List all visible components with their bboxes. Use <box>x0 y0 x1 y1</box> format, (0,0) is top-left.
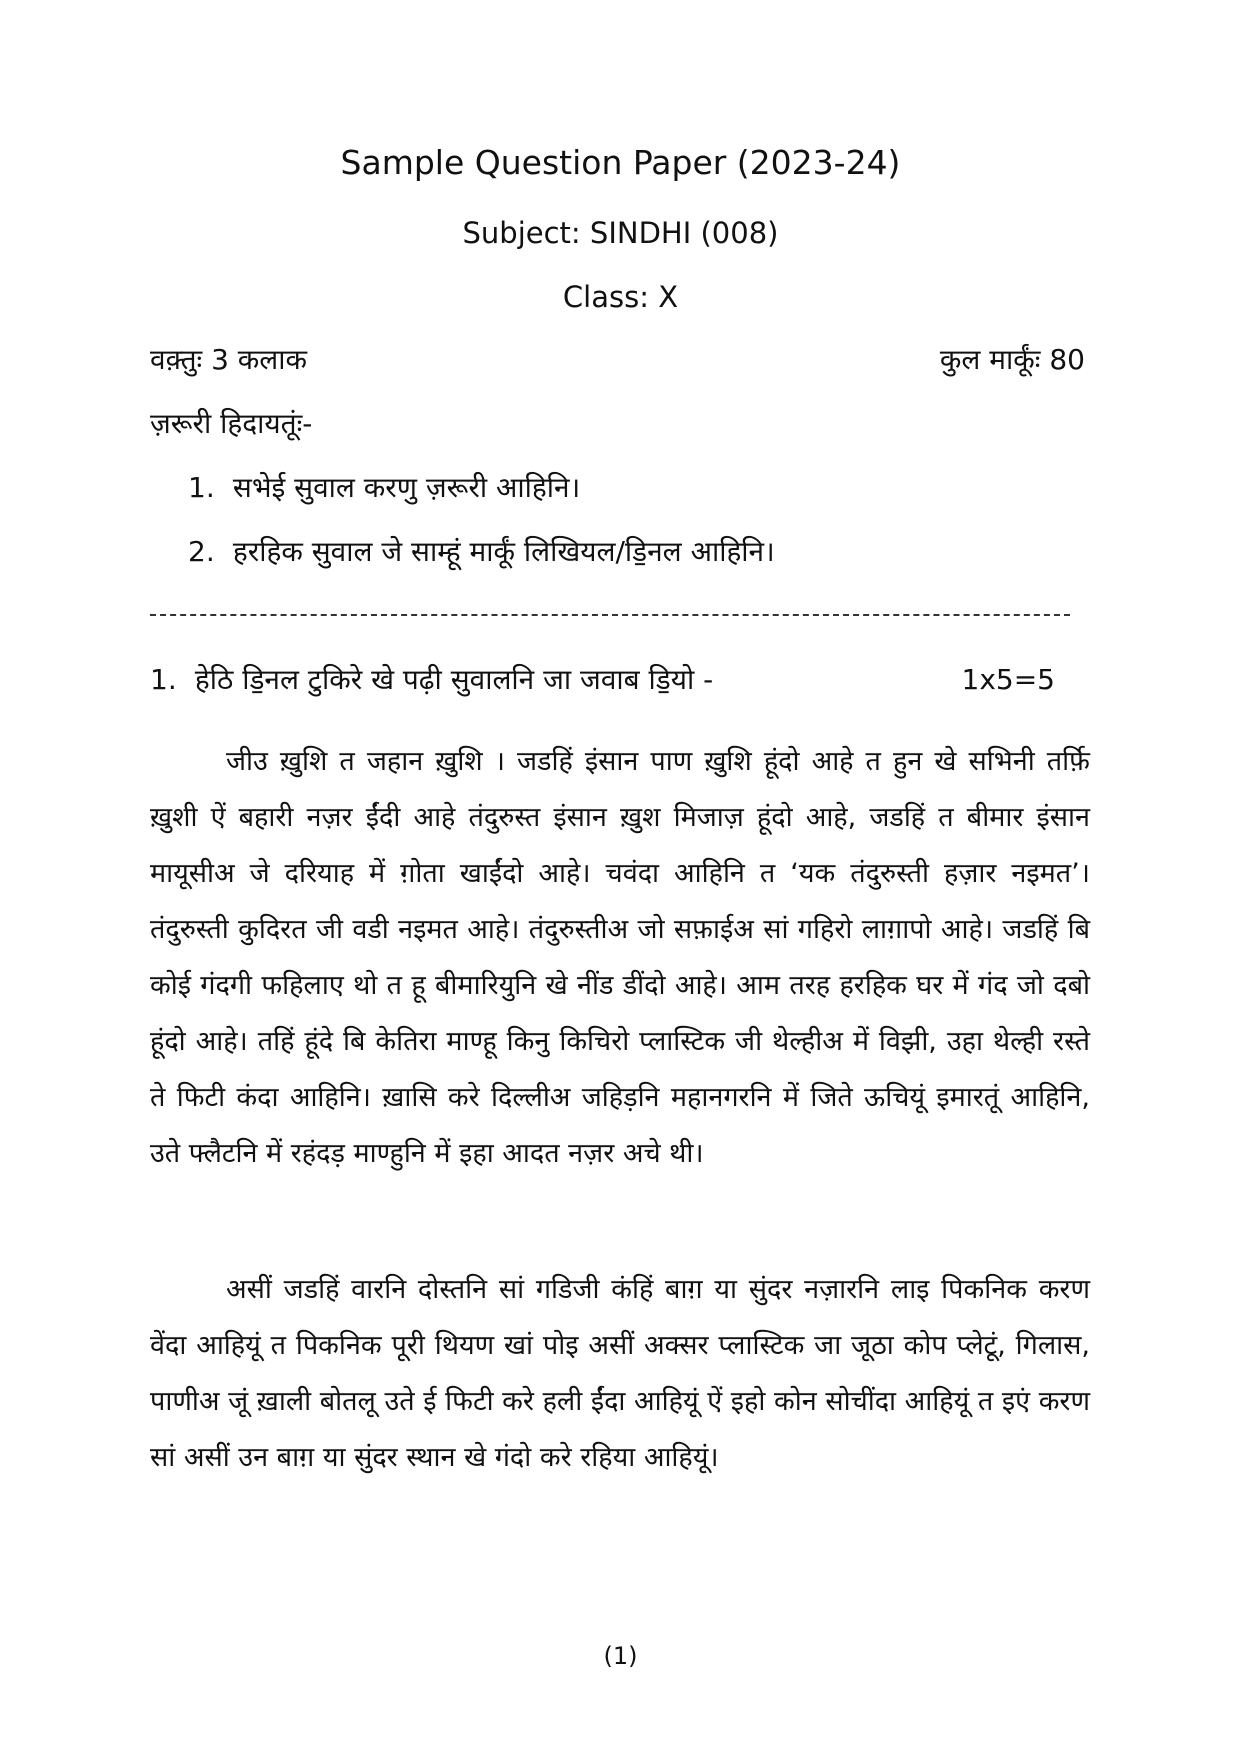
instructions-heading: ज़रूरी हिदायतूंः- <box>150 407 313 440</box>
page-number: (1) <box>603 1642 638 1670</box>
subject-line: Subject: SINDHI (008) <box>462 216 779 250</box>
question-marks: 1x5=5 <box>961 663 1055 696</box>
class-line: Class: X <box>562 280 679 314</box>
instruction-text: हरहिक सुवाल जे साम्हूं मार्कूं लिखियल/डि॒नल आहिनि। <box>232 535 775 568</box>
question-text: हेठि डि॒नल टुकिरे खे पढ़ी सुवालनि जा जवाब डि॒यो - <box>194 663 714 696</box>
question-number: 1. <box>150 663 177 696</box>
total-marks: कुल मार्कूंः 80 <box>939 343 1085 376</box>
dashed-divider <box>150 614 1070 616</box>
question-1-prompt <box>150 658 713 702</box>
time-allowed: वक़्तुः 3 कलाक <box>150 343 308 376</box>
question-1-header <box>150 658 1055 702</box>
time-marks-row <box>150 338 1085 382</box>
instruction-item <box>188 530 775 594</box>
paper-title: Sample Question Paper (2023-24) <box>340 143 901 182</box>
instruction-text: सभेई सुवाल करणु ज़रूरी आहिनि। <box>232 471 581 504</box>
instruction-number: 1. <box>188 471 215 504</box>
instructions-list <box>188 466 775 594</box>
instruction-item <box>188 466 775 530</box>
instruction-number: 2. <box>188 535 215 568</box>
passage-paragraph-2: असीं जडहिं वारनि दोस्तनि सां गडिजी कंहिं बाग़ या सुंदर नज़ारनि लाइ पिकनिक करण वेंदा आहियूं त पिकनिक पूरी थियण खां पोइ असीं अक्सर प्लास्टिक जा जूठा कोप प्लेटूं, गिलास, पाणीअ जूं ख़ाली बोतलू उते ई फिटी करे हली ईंदा आहियूं ऐं इहो कोन सोचींदा आहियूं त इएं करण सां असीं उन बाग़ या सुंदर स्थान खे गंदो करे रहिया आहियूं। <box>150 1274 1090 1473</box>
passage-paragraph-1: जीउ ख़ुशि त जहान ख़ुशि । जडहिं इंसान पाण ख़ुशि हूंदो आहे त हुन खे सभिनी तर्फ़ि ख़ुशी ऐं बहारी नज़र ईंदी आहे तंदुरुस्त इंसान ख़ुश मिजाज़ हूंदो आहे, जडहिं त बीमार इंसान मायूसीअ जे दरियाह में ग़ोता खाईंदो आहे। चवंदा आहिनि त ‘यक तंदुरुस्ती हज़ार नइमत’। तंदुरुस्ती कुदिरत जी वडी नइमत आहे। तंदुरुस्तीअ जो सफ़ाईअ सां गहिरो लाग़ापो आहे। जडहिं बि कोई गंदगी फहिलाए थो त हू बीमारियुनि खे नींड डींदो आहे। आम तरह हरहिक घर में गंद जो दबो हूंदो आहे। तहिं हूंदे बि केतिरा माण्हू किनु किचिरो प्लास्टिक जी थेल्हीअ में विझी, उहा थेल्ही रस्ते ते फिटी कंदा आहिनि। ख़ासि करे दिल्लीअ जहिड़नि महानगरनि में जिते ऊचियूं इमारतूं आहिनि, उते फ्लैटनि में रहंदड़ माण्हुनि में इहा आदत नज़र अचे थी। <box>150 746 1090 1169</box>
